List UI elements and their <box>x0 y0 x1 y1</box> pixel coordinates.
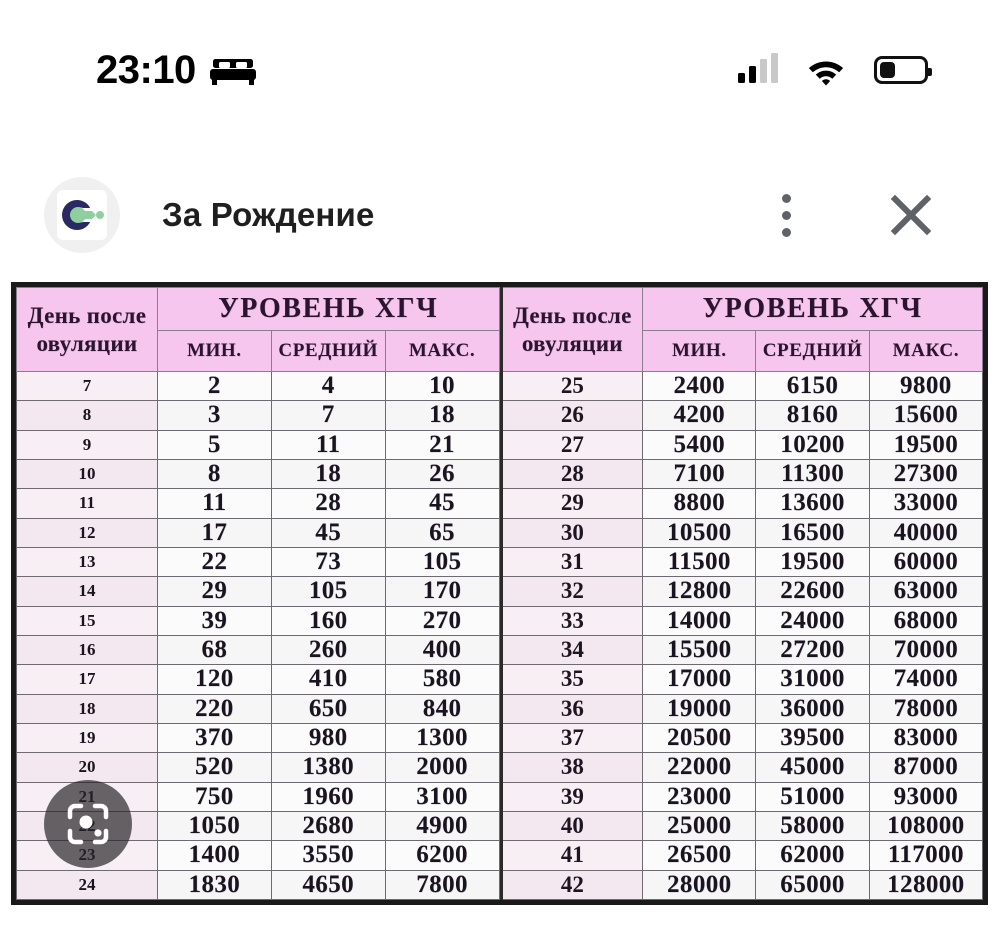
table-row <box>501 665 983 694</box>
col-header-group: УРОВЕНЬ ХГЧ <box>157 288 499 331</box>
cell-day: 29 <box>501 489 643 518</box>
cell-day: 41 <box>501 841 643 870</box>
hcg-table-right <box>500 287 984 900</box>
cell-day: 38 <box>501 753 643 782</box>
cell-min: 2 <box>157 372 271 401</box>
cell-avg: 11300 <box>756 459 869 488</box>
cell-min: 25000 <box>643 811 756 840</box>
cell-avg: 58000 <box>756 811 869 840</box>
table-row <box>17 665 500 694</box>
cell-max: 15600 <box>869 401 982 430</box>
cell-min: 12800 <box>643 577 756 606</box>
cell-day: 7 <box>17 372 158 401</box>
table-row <box>17 723 500 752</box>
cell-max: 4900 <box>385 811 499 840</box>
cell-avg: 410 <box>271 665 385 694</box>
table-head-right <box>501 288 983 372</box>
cell-day: 40 <box>501 811 643 840</box>
cell-avg: 31000 <box>756 665 869 694</box>
status-bar-right <box>738 54 928 86</box>
table-row <box>17 635 500 664</box>
cell-max: 400 <box>385 635 499 664</box>
cell-min: 39 <box>157 606 271 635</box>
col-header-max: МАКС. <box>385 331 499 372</box>
cell-max: 170 <box>385 577 499 606</box>
cell-max: 10 <box>385 372 499 401</box>
cell-avg: 10200 <box>756 430 869 459</box>
table-row <box>17 753 500 782</box>
cell-avg: 105 <box>271 577 385 606</box>
close-icon[interactable] <box>880 184 942 246</box>
table-row <box>501 753 983 782</box>
table-row <box>501 635 983 664</box>
status-bar <box>0 0 1000 140</box>
col-header-avg: СРЕДНИЙ <box>271 331 385 372</box>
cell-avg: 73 <box>271 547 385 576</box>
cell-max: 33000 <box>869 489 982 518</box>
cell-day: 14 <box>17 577 158 606</box>
cell-min: 1400 <box>157 841 271 870</box>
cell-day: 26 <box>501 401 643 430</box>
table-row <box>17 372 500 401</box>
cell-min: 22 <box>157 547 271 576</box>
cell-day: 34 <box>501 635 643 664</box>
cell-max: 270 <box>385 606 499 635</box>
cell-min: 10500 <box>643 518 756 547</box>
cell-avg: 45 <box>271 518 385 547</box>
cell-max: 21 <box>385 430 499 459</box>
col-header-day: День после овуляции <box>501 288 643 372</box>
cell-max: 63000 <box>869 577 982 606</box>
cell-day: 39 <box>501 782 643 811</box>
cell-max: 74000 <box>869 665 982 694</box>
cell-min: 23000 <box>643 782 756 811</box>
cell-max: 45 <box>385 489 499 518</box>
table-row <box>501 518 983 547</box>
cell-max: 70000 <box>869 635 982 664</box>
cell-avg: 36000 <box>756 694 869 723</box>
cell-avg: 27200 <box>756 635 869 664</box>
cell-min: 4200 <box>643 401 756 430</box>
cell-avg: 3550 <box>271 841 385 870</box>
cell-avg: 160 <box>271 606 385 635</box>
cell-avg: 650 <box>271 694 385 723</box>
table-row <box>17 577 500 606</box>
cell-day: 11 <box>17 489 158 518</box>
cell-avg: 7 <box>271 401 385 430</box>
cell-min: 1050 <box>157 811 271 840</box>
wifi-icon <box>804 54 848 86</box>
cell-min: 5400 <box>643 430 756 459</box>
cell-day: 17 <box>17 665 158 694</box>
za-rozhdenie-logo <box>44 177 120 253</box>
cell-avg: 62000 <box>756 841 869 870</box>
col-header-group: УРОВЕНЬ ХГЧ <box>643 288 983 331</box>
cell-max: 3100 <box>385 782 499 811</box>
table-pair <box>16 287 983 900</box>
table-row <box>501 841 983 870</box>
cell-min: 370 <box>157 723 271 752</box>
header-row-top <box>501 288 983 331</box>
cell-min: 2400 <box>643 372 756 401</box>
cell-max: 840 <box>385 694 499 723</box>
table-row <box>501 606 983 635</box>
table-row <box>17 547 500 576</box>
table-row <box>501 547 983 576</box>
cell-min: 17000 <box>643 665 756 694</box>
cell-min: 520 <box>157 753 271 782</box>
logo-mark-icon <box>59 198 105 232</box>
cell-avg: 4650 <box>271 870 385 899</box>
cell-min: 14000 <box>643 606 756 635</box>
cell-day: 19 <box>17 723 158 752</box>
app-header <box>0 162 1000 268</box>
table-body-right <box>501 372 983 900</box>
cell-day: 25 <box>501 372 643 401</box>
cell-avg: 1380 <box>271 753 385 782</box>
cell-max: 117000 <box>869 841 982 870</box>
cell-min: 7100 <box>643 459 756 488</box>
table-row <box>501 430 983 459</box>
cell-min: 8 <box>157 459 271 488</box>
cell-day: 27 <box>501 430 643 459</box>
table-row <box>501 372 983 401</box>
table-row <box>501 723 983 752</box>
cell-min: 11500 <box>643 547 756 576</box>
cell-day: 33 <box>501 606 643 635</box>
cell-max: 83000 <box>869 723 982 752</box>
cell-min: 29 <box>157 577 271 606</box>
cell-max: 9800 <box>869 372 982 401</box>
cell-day: 12 <box>17 518 158 547</box>
cell-day: 24 <box>17 870 158 899</box>
table-row <box>17 518 500 547</box>
header-row-top <box>17 288 500 331</box>
table-row <box>501 577 983 606</box>
cell-min: 8800 <box>643 489 756 518</box>
cell-avg: 13600 <box>756 489 869 518</box>
cell-max: 6200 <box>385 841 499 870</box>
table-row <box>17 694 500 723</box>
cell-min: 19000 <box>643 694 756 723</box>
table-row <box>501 401 983 430</box>
cell-avg: 24000 <box>756 606 869 635</box>
cell-max: 19500 <box>869 430 982 459</box>
col-header-max: МАКС. <box>869 331 982 372</box>
cell-max: 105 <box>385 547 499 576</box>
cell-min: 120 <box>157 665 271 694</box>
table-row <box>501 694 983 723</box>
cell-day: 42 <box>501 870 643 899</box>
cell-max: 60000 <box>869 547 982 576</box>
cell-day: 37 <box>501 723 643 752</box>
cellular-signal-icon <box>738 57 778 83</box>
cell-min: 11 <box>157 489 271 518</box>
status-bar-left <box>96 50 256 90</box>
cell-avg: 2680 <box>271 811 385 840</box>
cell-min: 26500 <box>643 841 756 870</box>
hcg-reference-table <box>11 282 988 905</box>
cell-avg: 6150 <box>756 372 869 401</box>
col-header-avg: СРЕДНИЙ <box>756 331 869 372</box>
cell-min: 750 <box>157 782 271 811</box>
table-row <box>501 489 983 518</box>
cell-avg: 260 <box>271 635 385 664</box>
cell-avg: 22600 <box>756 577 869 606</box>
status-time: 23:10 <box>96 48 196 92</box>
cell-avg: 65000 <box>756 870 869 899</box>
cell-day: 36 <box>501 694 643 723</box>
google-lens-button[interactable] <box>44 780 132 868</box>
cell-min: 20500 <box>643 723 756 752</box>
cell-avg: 980 <box>271 723 385 752</box>
col-header-min: МИН. <box>643 331 756 372</box>
cell-min: 17 <box>157 518 271 547</box>
cell-day: 9 <box>17 430 158 459</box>
cell-max: 7800 <box>385 870 499 899</box>
cell-day: 16 <box>17 635 158 664</box>
cell-avg: 51000 <box>756 782 869 811</box>
more-vertical-icon[interactable] <box>764 190 808 240</box>
cell-max: 87000 <box>869 753 982 782</box>
cell-max: 1300 <box>385 723 499 752</box>
cell-min: 3 <box>157 401 271 430</box>
table-row <box>17 870 500 899</box>
cell-day: 32 <box>501 577 643 606</box>
cell-min: 220 <box>157 694 271 723</box>
cell-avg: 16500 <box>756 518 869 547</box>
table-row <box>17 459 500 488</box>
cell-avg: 4 <box>271 372 385 401</box>
cell-avg: 39500 <box>756 723 869 752</box>
battery-icon <box>874 56 928 84</box>
cell-day: 30 <box>501 518 643 547</box>
cell-avg: 8160 <box>756 401 869 430</box>
bed-icon <box>210 54 256 86</box>
cell-day: 28 <box>501 459 643 488</box>
cell-min: 28000 <box>643 870 756 899</box>
cell-max: 65 <box>385 518 499 547</box>
table-row <box>501 811 983 840</box>
cell-min: 15500 <box>643 635 756 664</box>
table-head-left <box>17 288 500 372</box>
cell-day: 20 <box>17 753 158 782</box>
cell-max: 93000 <box>869 782 982 811</box>
cell-max: 27300 <box>869 459 982 488</box>
cell-max: 2000 <box>385 753 499 782</box>
cell-max: 68000 <box>869 606 982 635</box>
cell-day: 18 <box>17 694 158 723</box>
cell-max: 580 <box>385 665 499 694</box>
col-header-day: День после овуляции <box>17 288 158 372</box>
table-row <box>17 401 500 430</box>
table-row <box>17 489 500 518</box>
table-row <box>501 459 983 488</box>
cell-day: 10 <box>17 459 158 488</box>
cell-day: 8 <box>17 401 158 430</box>
cell-day: 15 <box>17 606 158 635</box>
cell-min: 22000 <box>643 753 756 782</box>
table-row <box>501 870 983 899</box>
page-title: За Рождение <box>162 196 375 233</box>
col-header-min: МИН. <box>157 331 271 372</box>
google-lens-icon <box>65 801 111 847</box>
cell-avg: 19500 <box>756 547 869 576</box>
cell-day: 13 <box>17 547 158 576</box>
cell-avg: 11 <box>271 430 385 459</box>
table-row <box>17 430 500 459</box>
cell-min: 5 <box>157 430 271 459</box>
cell-max: 108000 <box>869 811 982 840</box>
cell-max: 18 <box>385 401 499 430</box>
cell-max: 128000 <box>869 870 982 899</box>
cell-day: 31 <box>501 547 643 576</box>
cell-min: 1830 <box>157 870 271 899</box>
cell-max: 40000 <box>869 518 982 547</box>
table-row <box>17 606 500 635</box>
cell-max: 78000 <box>869 694 982 723</box>
table-row <box>501 782 983 811</box>
cell-day: 35 <box>501 665 643 694</box>
cell-avg: 1960 <box>271 782 385 811</box>
cell-avg: 28 <box>271 489 385 518</box>
cell-avg: 45000 <box>756 753 869 782</box>
cell-min: 68 <box>157 635 271 664</box>
cell-avg: 18 <box>271 459 385 488</box>
cell-max: 26 <box>385 459 499 488</box>
